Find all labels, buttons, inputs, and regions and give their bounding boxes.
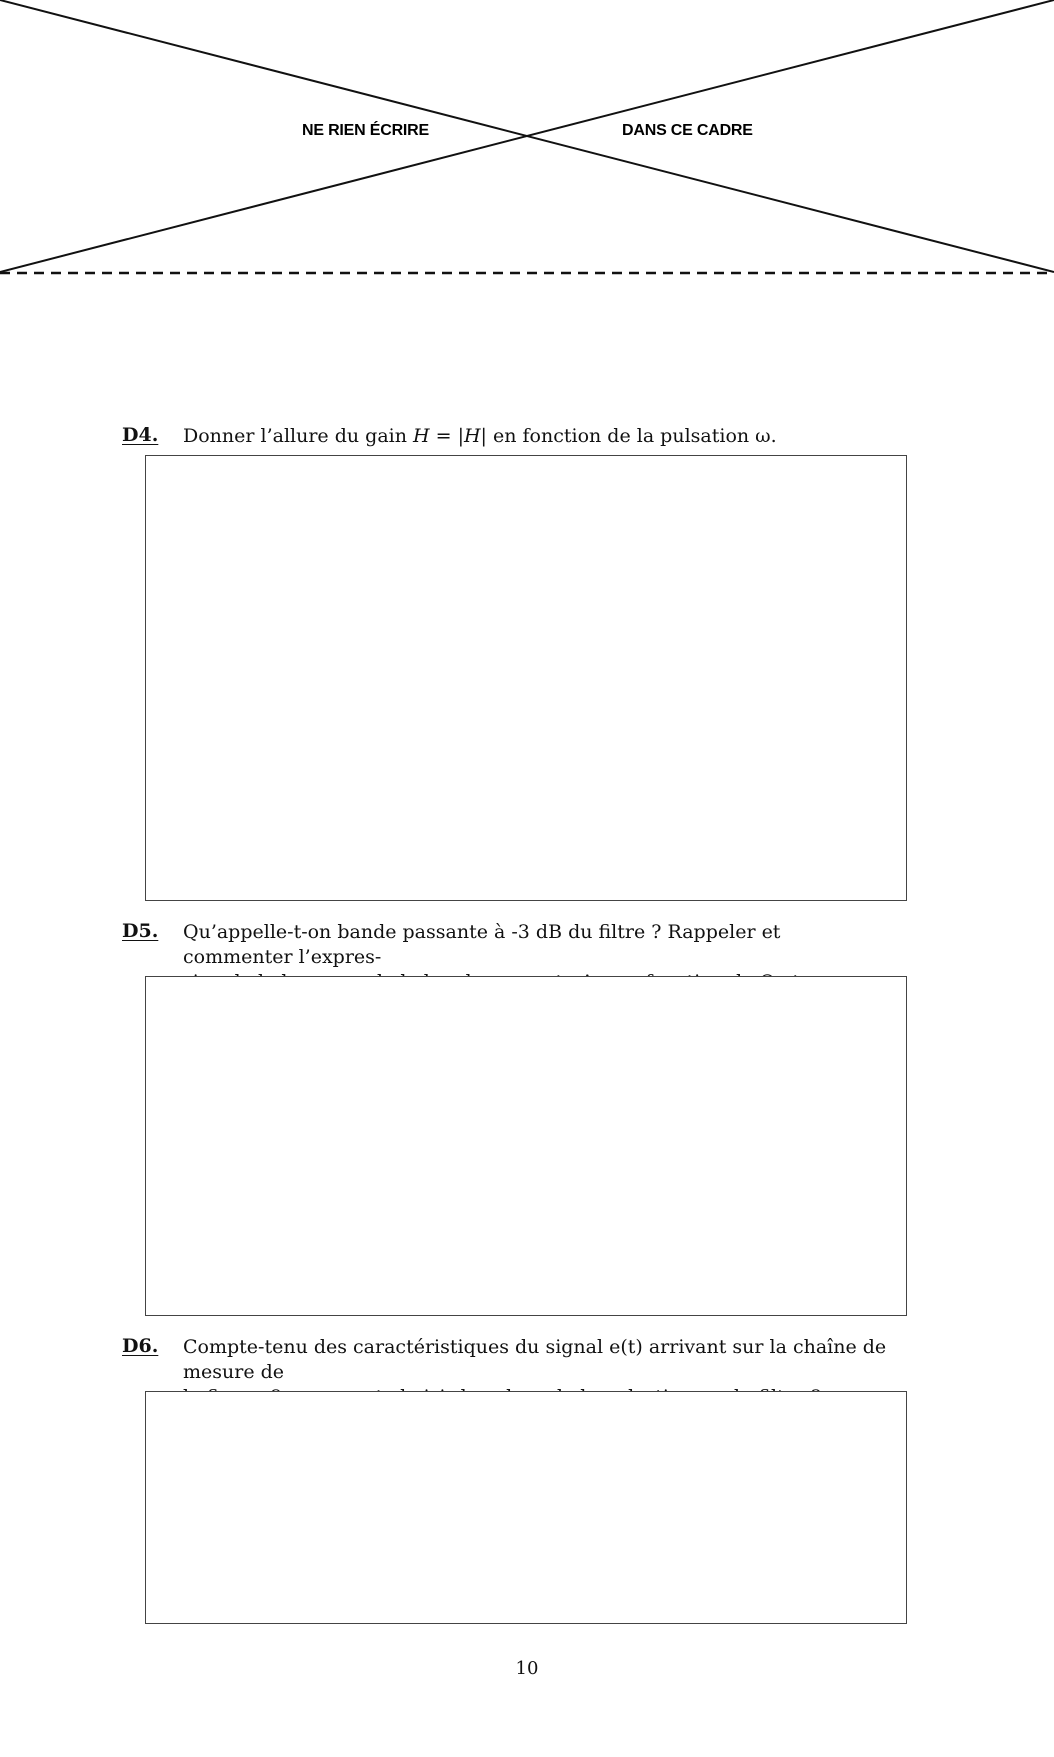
question-text-line: Qu’appelle-t-on bande passante à -3 dB du filtre ? Rappeler et commenter l’expres- [183,921,781,968]
question-text-part: Donner l’allure du gain [183,425,413,447]
question-label: D6. [122,1335,159,1357]
question-text-part: en fonction de la pulsation ω. [486,425,777,447]
do-not-write-frame [0,0,1054,280]
gain-formula: H = |H| [413,425,487,447]
header-left-text: NE RIEN ÉCRIRE [302,122,429,139]
question-label: D5. [122,920,159,942]
answer-box-d5[interactable] [145,976,907,1316]
answer-box-d6[interactable] [145,1391,907,1624]
question-text-line: Compte-tenu des caractéristiques du signal e(t) arrivant sur la chaîne de mesure de [183,1336,887,1383]
page-number: 10 [515,1658,539,1679]
header-right-text: DANS CE CADRE [622,122,753,139]
question-text [183,424,893,449]
question-label: D4. [122,424,159,446]
answer-box-d4[interactable] [145,455,907,901]
